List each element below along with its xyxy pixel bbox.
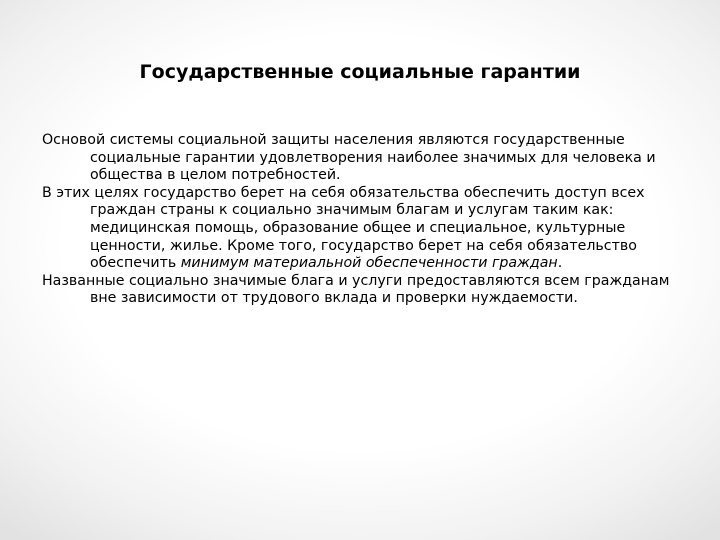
slide-body <box>42 132 682 308</box>
paragraph-social-guarantees <box>42 132 682 185</box>
paragraph-text-end: . <box>557 255 563 272</box>
paragraph-state-obligations <box>42 185 682 273</box>
slide-title: Государственные социальные гарантии <box>139 61 581 83</box>
italic-phrase: минимум материальной обеспеченности граждан <box>180 255 558 272</box>
paragraph-text: Названные социально значимые блага и услуги предоставляются всем гражданам вне зависимости от трудового вклада и проверки нуждаемости. <box>42 272 670 307</box>
paragraph-text: В этих целях государство берет на себя обязательства обеспечить доступ всех граждан страны к социально значимым благам и услугам таким как: медицинская помощь, образование общее и специальное, культурные ценности, жилье. Кроме того, государство берет на себя обязательство обеспечить <box>42 184 645 272</box>
paragraph-benefits-provision <box>42 273 682 308</box>
paragraph-text: Основой системы социальной защиты населения являются государственные социальные гарантии удовлетворения наиболее значимых для человека и общества в целом потребностей. <box>42 132 656 184</box>
